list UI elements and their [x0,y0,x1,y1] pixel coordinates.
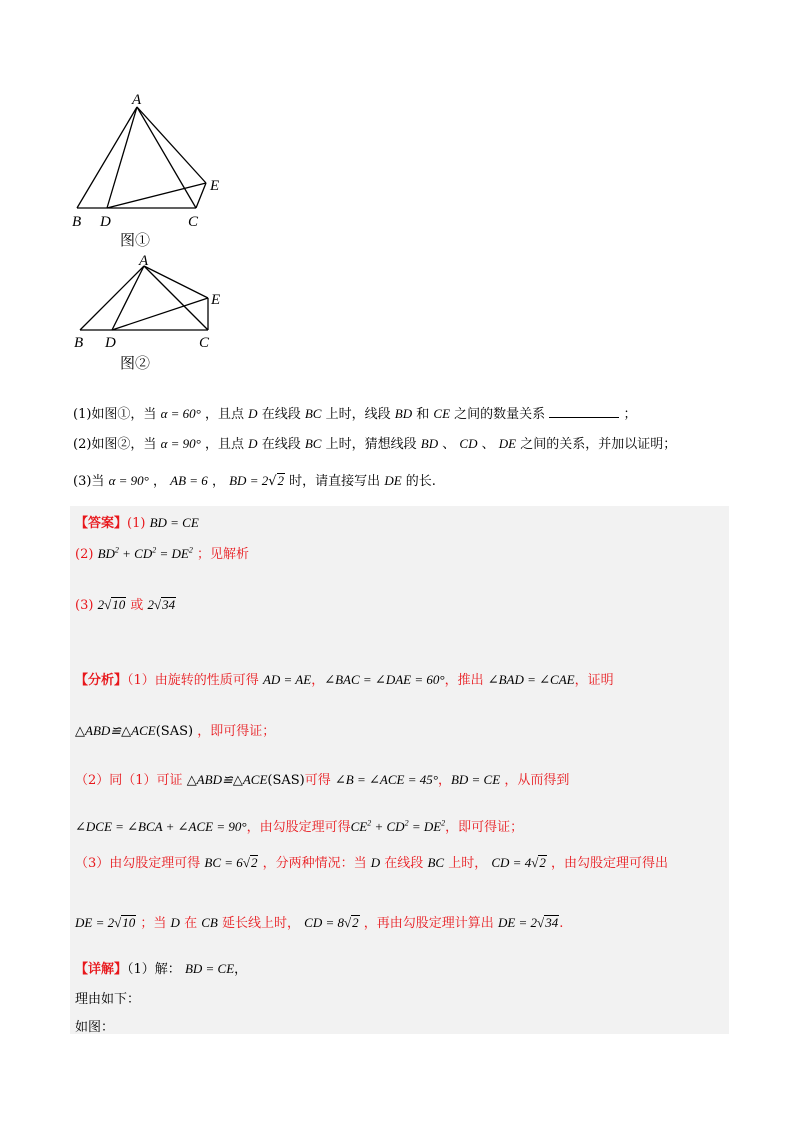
fig1-label-C: C [188,214,199,230]
fig2-label-C: C [199,335,210,351]
answer-line-1: 【答案】(1) BD = CE [75,515,199,531]
fig1-label-B: B [72,214,82,230]
fig2-label-B: B [74,335,84,351]
analysis-line-4: ∠DCE = ∠BCA + ∠ACE = 90°，由勾股定理可得$CE^2 + CD^2 = DE^2$，即可得证； [75,818,524,835]
question-1: (1)如图①，当 α = 60° ，且点 D 在线段 BC 上时，线段 BD 和 CE 之间的数量关系 ； [73,406,637,422]
fig2-label-D: D [105,335,116,351]
fig1-label-E: E [210,178,220,194]
answer-line-3: (3) 2√10 或 2√34 [75,597,176,613]
fig2-label-E: E [211,292,221,308]
answer-line-2: (2) $BD^2 + CD^2 = DE^2$ ；见解析 [75,545,250,562]
analysis-line-1: 【分析】（1）由旋转的性质可得 AD = AE，∠BAC = ∠DAE = 60°，推出 ∠BAD = ∠CAE，证明 [75,672,614,688]
figure-1-caption: 图① [120,231,151,249]
answer-blank [549,406,619,418]
analysis-line-2: △ABD≌△ACE(SAS) ，即可得证； [75,723,276,739]
fig2-label-A: A [139,253,149,269]
figure-2-diagram [60,250,230,375]
solution-panel [70,506,729,1034]
figure-2 [60,250,230,375]
figure-1 [60,90,220,250]
analysis-line-3: （2）同（1）可证 △ABD≌△ACE(SAS)可得 ∠B = ∠ACE = 45°，BD = CE ，从而得到 [75,772,570,788]
figure-1-diagram [60,90,220,250]
fig1-label-A: A [132,92,142,108]
figure-2-caption: 图② [120,354,151,372]
detail-line-3: 如图： [75,1020,115,1035]
question-3: (3)当 α = 90° ， AB = 6 ， BD = 2√2 时，请直接写出 DE 的长. [73,473,436,489]
detail-line-1: 【详解】（1）解： BD = CE， [75,961,248,977]
analysis-line-6: DE = 2√10 ；当 D 在 CB 延长线上时， CD = 8√2 ，再由勾股定理计算出 DE = 2√34. [75,915,564,931]
detail-line-2: 理由如下： [75,992,141,1007]
analysis-line-5: （3）由勾股定理可得 BC = 6√2 ，分两种情况：当 D 在线段 BC 上时， CD = 4√2 ，由勾股定理可得出 [75,855,668,871]
question-2: (2)如图②，当 α = 90° ，且点 D 在线段 BC 上时，猜想线段 BD 、 CD 、 DE 之间的关系，并加以证明； [73,436,677,452]
fig1-label-D: D [100,214,111,230]
